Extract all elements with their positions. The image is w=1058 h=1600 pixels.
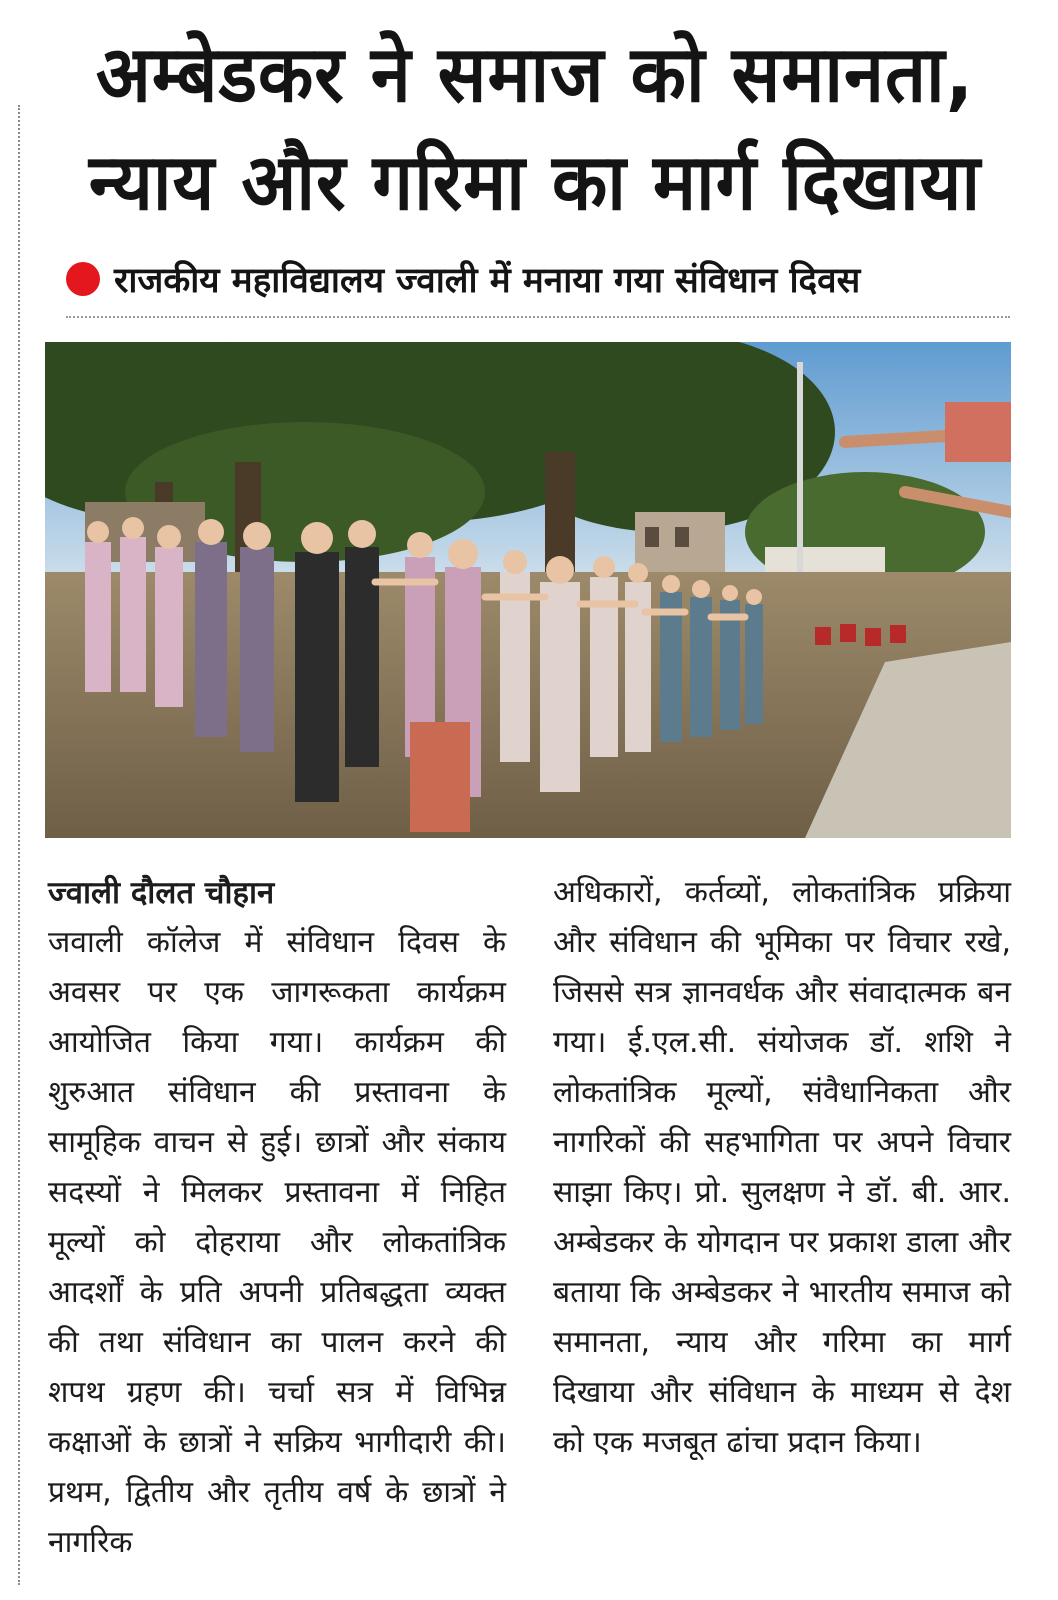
headline-line-1: अम्बेडकर ने समाज को समानता, (95, 28, 975, 120)
article-column-left (48, 868, 506, 1568)
headline-line-2: न्याय और गरिमा का मार्ग दिखाया (88, 136, 982, 228)
article-column-right (553, 868, 1011, 1468)
article-body-left: जवाली कॉलेज में संविधान दिवस के अवसर पर एक जागरूकता कार्यक्रम आयोजित किया गया। कार्यक्रम की शुरुआत संविधान की प्रस्तावना के सामूहिक वाचन से हुई। छात्रों और संकाय सदस्यों ने मिलकर प्रस्तावना में निहित मूल्यों को दोहराया और लोकतांत्रिक आदर्शों के प्रति अपनी प्रतिबद्धता व्यक्त की तथा संविधान का पालन करने की शपथ ग्रहण की। चर्चा सत्र में विभिन्न कक्षाओं के छात्रों ने सक्रिय भागीदारी की। प्रथम, द्वितीय और तृतीय वर्ष के छात्रों ने नागरिक (48, 925, 506, 1560)
article-body-right: अधिकारों, कर्तव्यों, लोकतांत्रिक प्रक्रिया और संविधान की भूमिका पर विचार रखे, जिससे सत्र ज्ञानवर्धक और संवादात्मक बन गया। ई.एल.सी. संयोजक डॉ. शशि ने लोकतांत्रिक मूल्यों, संवैधानिकता और नागरिकों की सहभागिता पर अपने विचार साझा किए। प्रो. सुलक्षण ने डॉ. बी. आर. अम्बेडकर के योगदान पर प्रकाश डाला और बताया कि अम्बेडकर ने भारतीय समाज को समानता, न्याय और गरिमा का मार्ग दिखाया और संविधान के माध्यम से देश को एक मजबूत ढांचा प्रदान किया। (553, 875, 1011, 1460)
news-photo (45, 342, 1011, 838)
headline (40, 20, 1030, 236)
byline: ज्वाली दौलत चौहान (48, 875, 275, 911)
column-divider-dotted (18, 105, 20, 1585)
subheadline-text: राजकीय महाविद्यालय ज्वाली में मनाया गया संविधान दिवस (114, 260, 861, 301)
subheadline (66, 253, 1016, 305)
students-oath-illustration (45, 342, 1011, 838)
faculty-sleeve (945, 402, 1011, 462)
red-bullet-icon (66, 262, 100, 296)
subheadline-separator (66, 316, 1010, 318)
